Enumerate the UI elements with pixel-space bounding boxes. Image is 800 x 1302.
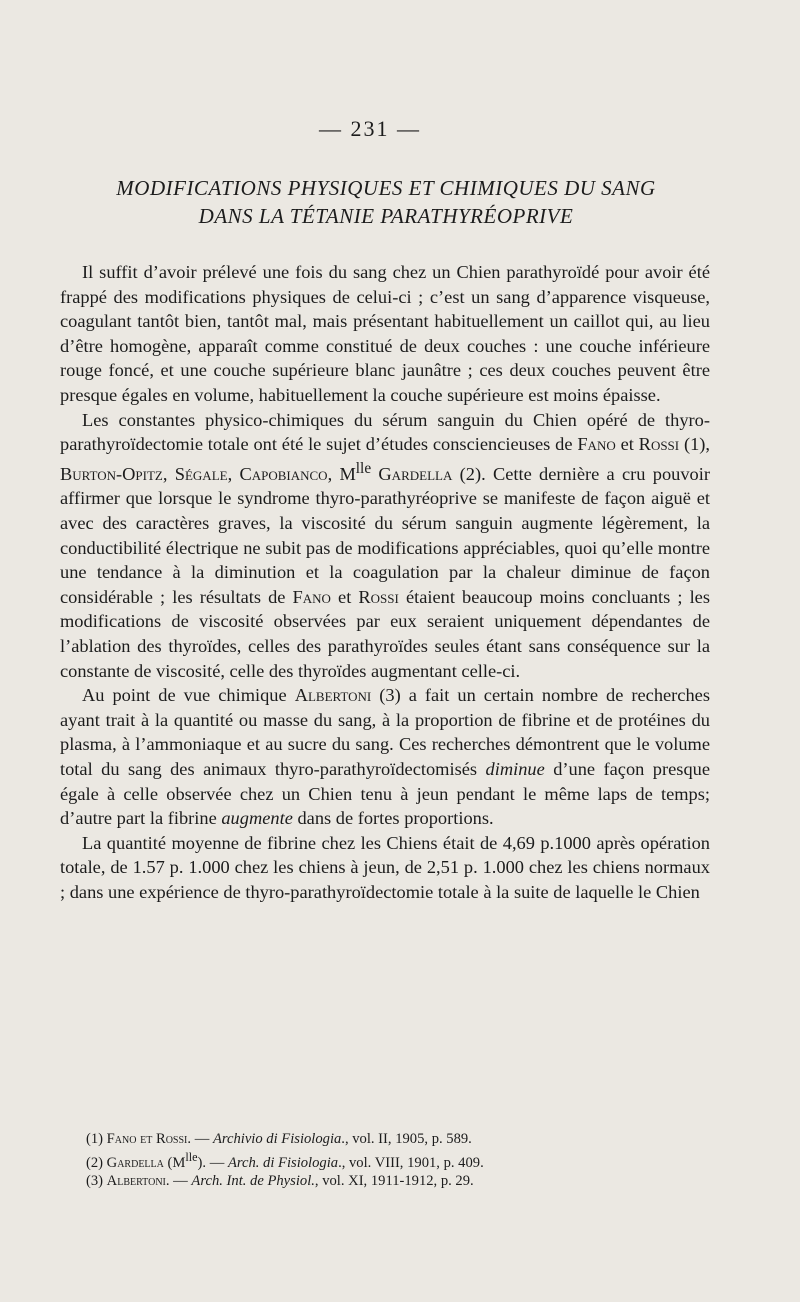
text-span: Au point de vue chimique	[82, 685, 295, 706]
footnote-number: (2)	[86, 1154, 107, 1171]
paragraph-4: La quantité moyenne de fibrine chez les Chiens était de 4,69 p.1000 après opération totale, de 1.57 p. 1.000 chez les chiens à jeun, de 2,51 p. 1.000 chez les chiens normaux ; dans une expérience de thyro-parathyroïdectomie totale à la suite de laquelle le Chien	[60, 832, 710, 902]
text-span: et	[615, 434, 639, 455]
chapter-title	[56, 174, 716, 230]
footnote-source: Archivio di Fisiologia	[212, 1131, 342, 1147]
paragraph-1: Il suffit d’avoir prélevé une fois du sang chez un Chien parathyroïdé pour avoir été frappé des modifications physiques de celui-ci ; c’est un sang d’apparence visqueuse, coagulant tantôt bien, tantôt mal, mais présentant habituellement un caillot qui, au lieu d’être homogène, apparaît comme constitué de deux couches : une couche inférieure rouge foncé, et une couche supérieure blanc jaunâtre ; ces deux couches peuvent être presque égales en volume, habituellement la couche supérieure est moins épaisse.	[60, 262, 710, 405]
author-name: Gardella	[378, 463, 453, 484]
text-span: et	[330, 586, 359, 607]
body-text	[60, 260, 710, 905]
superscript: lle	[355, 459, 372, 477]
text-span: dans de fortes proportions.	[292, 808, 494, 829]
chapter-title-line-1: MODIFICATIONS PHYSIQUES ET CHIMIQUES DU SANG	[116, 176, 656, 200]
superscript: lle	[185, 1150, 198, 1164]
text-span: (3) a fait un certain nombre de recherches ayant trait à la quantité ou masse du sang, à la proportion de fibrine et de protéines du plasma, à l’ammoniaque et au sucre du sang. Ces recherches démontrent que le volume total du sang des animaux thyro-parathyroïdectomisés	[60, 685, 710, 779]
text-span: Les constantes physico-chimiques du sérum sanguin du Chien opéré de thyro-parathyroïdectomie totale ont été le sujet d’études consciencieuses de	[60, 409, 710, 455]
author-name: Rossi	[358, 586, 399, 607]
footnote-author: Albertoni	[106, 1172, 166, 1189]
footnotes	[86, 1130, 726, 1190]
author-name: Rossi	[638, 434, 680, 455]
footnote-2	[86, 1148, 726, 1172]
text-span: , vol. XI, 1911-1912, p. 29.	[314, 1172, 474, 1189]
text-span: ., vol. II, 1905, p. 589.	[341, 1131, 472, 1147]
text-span: ., vol. VIII, 1901, p. 409.	[338, 1154, 484, 1171]
footnote-3	[86, 1172, 726, 1190]
text-span: étaient beaucoup moins concluants ; les modifications de viscosité observées par eux seraient uniquement dépendantes de l’ablation des thyroïdes, celles des parathyroïdes seules étant sans conséquence sur la constante de viscosité, celle des thyroïdes augmentant celle-ci.	[60, 586, 710, 681]
footnote-author: Fano et Rossi	[106, 1131, 188, 1147]
footnote-1	[86, 1130, 726, 1148]
emphasis: augmente	[221, 808, 293, 829]
text-span: (M	[163, 1154, 186, 1171]
text-span: ,	[162, 463, 175, 484]
page-number: — 231 —	[319, 116, 421, 141]
author-name: Fano	[577, 434, 616, 455]
text-span: ,	[227, 463, 240, 484]
text-span: , M	[327, 463, 356, 484]
text-span: (2). Cette dernière a cru pouvoir affirmer que lorsque le syndrome thyro-parathyréoprive se manifeste de façon aiguë et avec des caractères graves, la viscosité du sérum sanguin augmente légèrement, la conductibilité électrique ne subit pas de modifications appréciables, quoi qu’elle montre une tendance à la diminution et la coagulation par la chaleur diminue de façon considérable ; les résultats de	[60, 463, 710, 607]
footnote-number: (1)	[86, 1131, 107, 1147]
author-name: Fano	[292, 586, 331, 607]
text-span: d’une façon presque égale à celle observée chez un Chien tenu à jeun pendant le même laps de temps; d’autre part la fibrine	[60, 759, 710, 829]
text-span: . —	[165, 1172, 192, 1189]
author-name: Burton-Opitz	[60, 463, 163, 484]
paragraph-2	[60, 408, 710, 684]
author-name: Capobianco	[239, 463, 328, 484]
footnote-source: Arch. di Fisiologia	[227, 1154, 339, 1171]
footnote-number: (3)	[86, 1172, 107, 1189]
author-name: Ségale	[174, 463, 228, 484]
emphasis: diminue	[485, 759, 545, 779]
footnote-author: Gardella	[106, 1154, 164, 1171]
chapter-title-line-2: DANS LA TÉTANIE PARATHYRÉOPRIVE	[198, 204, 574, 228]
author-name: Albertoni	[294, 685, 372, 706]
footnote-source: Arch. Int. de Physiol.	[191, 1172, 315, 1189]
text-span: . —	[187, 1131, 213, 1147]
text-span: ). —	[197, 1154, 228, 1171]
paragraph-3	[60, 683, 710, 831]
text-span: (1),	[679, 434, 710, 455]
